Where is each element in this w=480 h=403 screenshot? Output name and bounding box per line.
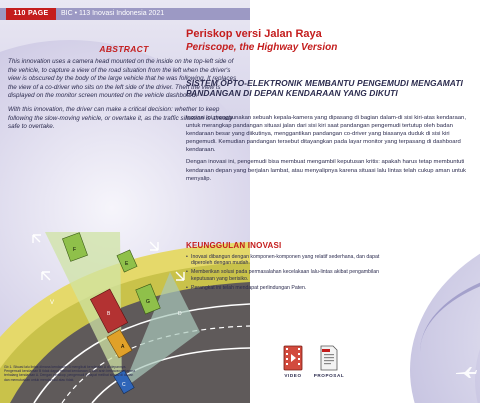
diagram-label: D [178,311,182,317]
film-icon [283,345,303,371]
advantages-list [186,254,396,294]
diagram-label: V [50,300,55,306]
body-paragraph: Dengan inovasi ini, pengemudi bisa membuat mengambil keputusan kritis: apakah harus tetap membuntuti kendaraan depan yang berjalan lambat, atau menyalipnya karena situasi lalu lintas telah cukup aman untuk menyalip. [186,159,466,182]
proposal-button[interactable] [312,345,346,378]
list-item: • Perangkat ini telah mendapat perlindungan Paten. [186,285,396,291]
page-number-tag: 110 PAGE [6,8,56,20]
right-page-background [250,0,480,403]
video-button[interactable] [276,345,310,378]
publication-title: BIC • 113 Inovasi Indonesia 2021 [61,10,165,17]
arrow-icon [150,242,158,250]
diagram-label: F [73,247,77,253]
document-icon [319,345,339,371]
video-label: VIDEO [284,373,302,378]
diagram-label: C [122,382,126,388]
diagram-label: A [121,344,125,350]
abstract-paragraph: This innovation uses a camera head mounted on the inside on the top-left side of the vehicle, to capture a view of the road situation from the left when the driver's view is obscured by the body of the large vehicle that he was following. It replaces the view of a co-driver who sits on the left side of the driver. Then the view is displayed on the monitor screen mounted on the vehicle dashboard. [8,58,237,100]
diagram-label: B [107,311,111,317]
article-body [186,114,472,187]
arrow-icon [42,272,50,280]
article-subtitle: SISTEM OPTO-ELEKTRONIK MEMBANTU PENGEMUDI MENGAMATI PANDANGAN DI DEPAN KENDARAAN YANG DIKUTI [186,78,463,98]
advantages-title: KEUNGGULAN INOVASI [186,241,282,250]
diagram-label: E [125,261,129,267]
figure-caption: Gb 1. Situasi lalu lintas dimana kendaraan B mengikuti kendaraan A di depannya. Pengemudi kendaraan B tidak dapat melihat kendaraan C dari arah berlawanan karena terhalang kendaraan A. Dengan periskop, pengemudi B dapat melihat situasi di depan dan memutuskan untuk mendahului atau tidak. [4,365,136,382]
proposal-label: PROPOSAL [313,373,345,378]
arrow-icon [33,235,41,243]
abstract-paragraph: With this innovation, the driver can make a critical decision: whether to keep following the slow-moving vehicle, or overtake it, as the traffic situation is already safe to overtake. [8,105,233,131]
list-item: • Inovasi dibangun dengan komponen-komponen yang relatif sederhana, dan dapat diperoleh dengan mudah. [186,254,396,267]
body-paragraph: Inovasi ini menggunakan sebuah kepala-kamera yang dipasang di bagian dalam-di sisi kiri-atas kendaraan, untuk merangkap pandangan situasi jalan dari sisi kiri saat pandangan pengemudi tertutup oleh badan kendaraan besar yang diikutinya, menggantikan pandangan co-driver yang biasanya duduk di sisi kiri pengemudi. Kemudian pandangan tersebut ditayangkan pada layar monitor yang terpasang di dashboard kendaraan. [186,115,466,154]
airplane-icon [455,365,477,383]
article-title-english: Periscope, the Highway Version [186,42,338,53]
article-title: Periskop versi Jalan Raya [186,28,322,40]
list-item: • Memberikan solusi pada permasalahan kecelakaan lalu-lintas akibat pengambilan keputusan yang berisiko. [186,269,396,282]
diagram-label: G [146,299,150,305]
abstract-title: ABSTRACT [99,44,149,54]
